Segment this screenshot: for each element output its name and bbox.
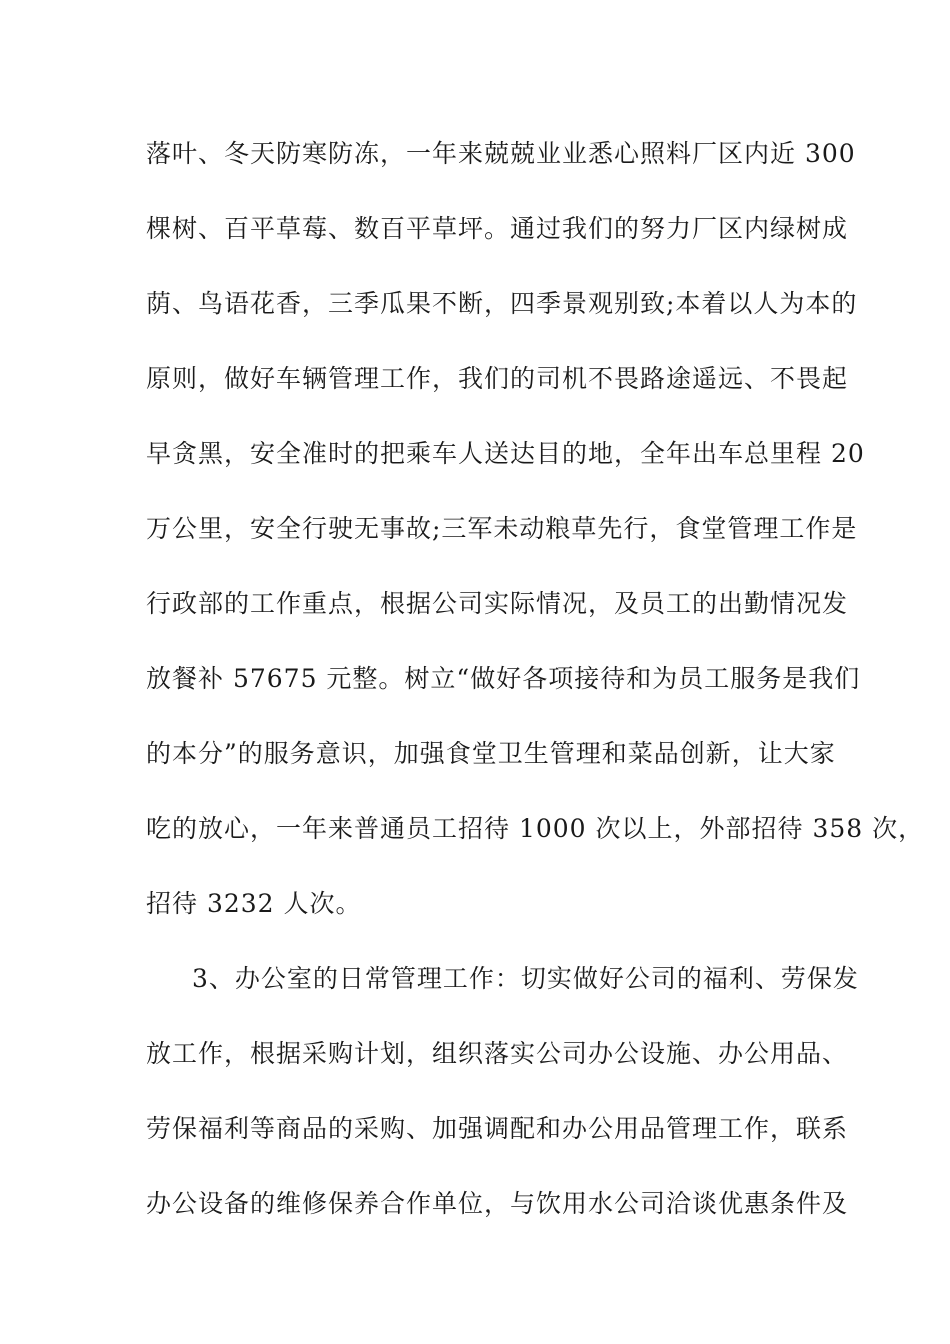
text-line: 的本分”的服务意识，加强食堂卫生管理和菜品创新，让大家 [146,739,836,768]
text-line: 万公里，安全行驶无事故;三军未动粮草先行，食堂管理工作是 [146,514,858,543]
text-line: 放工作，根据采购计划，组织落实公司办公设施、办公用品、 [146,1039,849,1068]
text-line: 吃的放心，一年来普通员工招待 1000 次以上，外部招待 358 次， [146,814,925,843]
text-line: 行政部的工作重点，根据公司实际情况，及员工的出勤情况发 [146,589,849,618]
text-line: 原则，做好车辆管理工作，我们的司机不畏路途遥远、不畏起 [146,364,849,393]
text-line: 棵树、百平草莓、数百平草坪。通过我们的努力厂区内绿树成 [146,214,849,243]
text-line: 办公设备的维修保养合作单位，与饮用水公司洽谈优惠条件及 [146,1189,849,1218]
text-line: 荫、鸟语花香，三季瓜果不断，四季景观别致;本着以人为本的 [146,289,858,318]
text-line: 招待 3232 人次。 [146,889,362,918]
text-line: 落叶、冬天防寒防冻，一年来兢兢业业悉心照料厂区内近 300 [146,139,856,168]
text-line: 劳保福利等商品的采购、加强调配和办公用品管理工作，联系 [146,1114,849,1143]
paragraph-start-line: 3、办公室的日常管理工作：切实做好公司的福利、劳保发 [192,964,859,993]
text-line: 早贪黑，安全准时的把乘车人送达目的地，全年出车总里程 20 [146,439,865,468]
text-line: 放餐补 57675 元整。树立“做好各项接待和为员工服务是我们 [146,664,861,693]
